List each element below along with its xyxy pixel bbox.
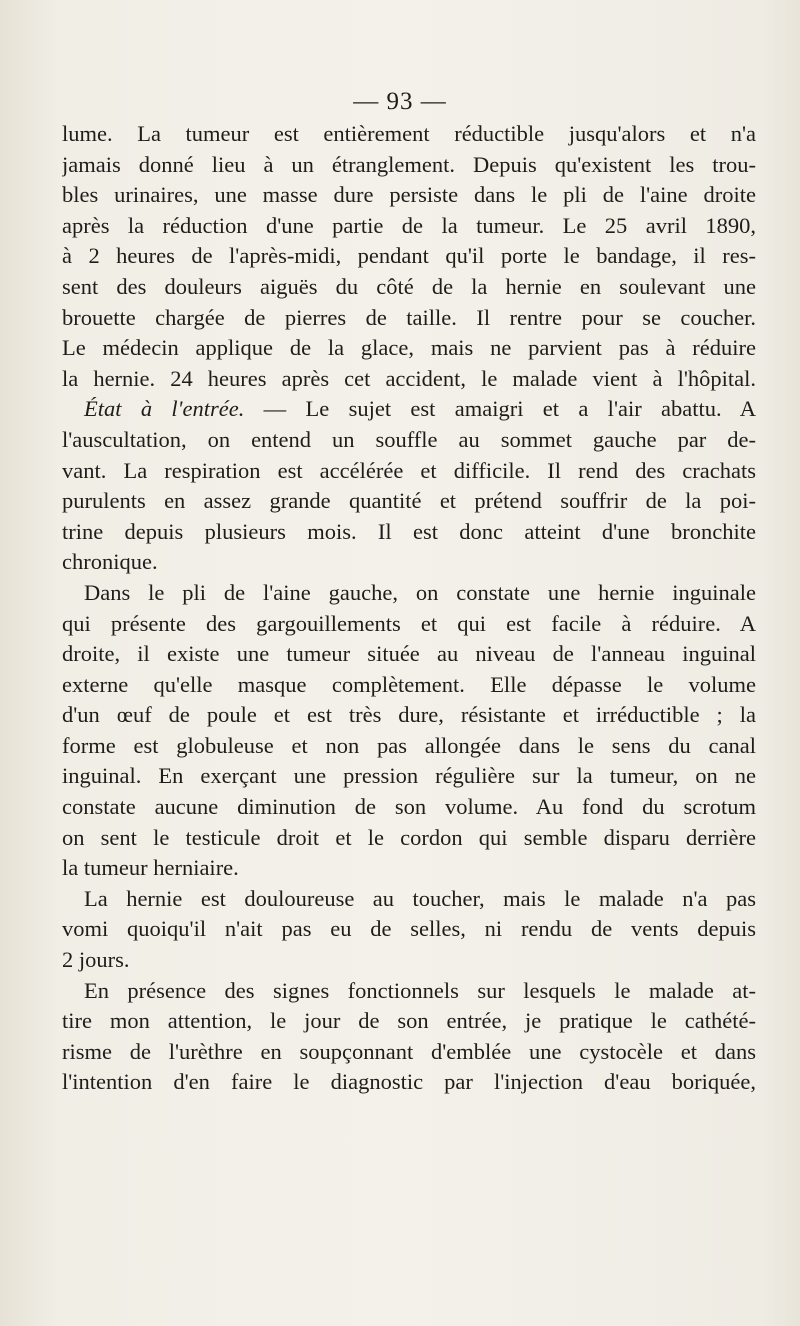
section-heading: État à l'entrée. bbox=[84, 396, 245, 422]
text-line: externe qu'elle masque complètement. Elle dépasse le volume bbox=[62, 671, 756, 697]
text-line: droite, il existe une tumeur située au niveau de l'anneau inguinal bbox=[62, 641, 756, 667]
text-line: brouette chargée de pierres de taille. Il rentre pour se coucher. bbox=[62, 304, 756, 330]
text-line: risme de l'urèthre en soupçonnant d'emblée une cystocèle et dans bbox=[62, 1038, 756, 1064]
text-line: tire mon attention, le jour de son entrée, je pratique le cathété- bbox=[62, 1008, 756, 1034]
text-line: vant. La respiration est accélérée et difficile. Il rend des crachats bbox=[62, 457, 756, 483]
text-line: à 2 heures de l'après-midi, pendant qu'il porte le bandage, il res- bbox=[62, 243, 756, 269]
text-line: inguinal. En exerçant une pression régulière sur la tumeur, on ne bbox=[62, 763, 756, 789]
text-line: d'un œuf de poule et est très dure, résistante et irréductible ; la bbox=[62, 702, 756, 728]
text-line-with-heading bbox=[62, 394, 756, 425]
text-line: chronique. bbox=[62, 549, 158, 575]
text-line: trine depuis plusieurs mois. Il est donc atteint d'une bronchite bbox=[62, 518, 756, 544]
text-line: l'auscultation, on entend un souffle au sommet gauche par de- bbox=[62, 426, 756, 452]
text-line: la hernie. 24 heures après cet accident, le malade vient à l'hôpital. bbox=[62, 365, 756, 391]
text-line: vomi quoiqu'il n'ait pas eu de selles, ni rendu de vents depuis bbox=[62, 916, 756, 942]
text-line: 2 jours. bbox=[62, 947, 130, 973]
text-line: l'intention d'en faire le diagnostic par l'injection d'eau boriquée, bbox=[62, 1069, 756, 1095]
text-line: qui présente des gargouillements et qui est facile à réduire. A bbox=[62, 610, 756, 636]
text-line: Dans le pli de l'aine gauche, on constate une hernie inguinale bbox=[84, 579, 756, 605]
text-line: la tumeur herniaire. bbox=[62, 855, 239, 881]
text-line: jamais donné lieu à un étranglement. Depuis qu'existent les trou- bbox=[62, 151, 756, 177]
text-line: forme est globuleuse et non pas allongée dans le sens du canal bbox=[62, 732, 756, 758]
page-number: — 93 — bbox=[353, 88, 447, 115]
text-line: En présence des signes fonctionnels sur lesquels le malade at- bbox=[84, 977, 756, 1003]
text-line: purulents en assez grande quantité et prétend souffrir de la poi- bbox=[62, 488, 756, 514]
body-text bbox=[62, 119, 756, 1098]
text-line: après la réduction d'une partie de la tumeur. Le 25 avril 1890, bbox=[62, 212, 756, 238]
text-line: constate aucune diminution de son volume. Au fond du scrotum bbox=[62, 794, 756, 820]
text-line: lume. La tumeur est entièrement réductible jusqu'alors et n'a bbox=[62, 121, 756, 146]
text-line: on sent le testicule droit et le cordon qui semble disparu derrière bbox=[62, 824, 756, 850]
text-line: sent des douleurs aiguës du côté de la hernie en soulevant une bbox=[62, 273, 756, 299]
text-line: bles urinaires, une masse dure persiste dans le pli de l'aine droite bbox=[62, 182, 756, 208]
text-line: Le médecin applique de la glace, mais ne parvient pas à réduire bbox=[62, 335, 756, 361]
text-line-rest: — Le sujet est amaigri et a l'air abattu. A bbox=[263, 396, 756, 422]
text-line: La hernie est douloureuse au toucher, mais le malade n'a pas bbox=[84, 885, 756, 911]
